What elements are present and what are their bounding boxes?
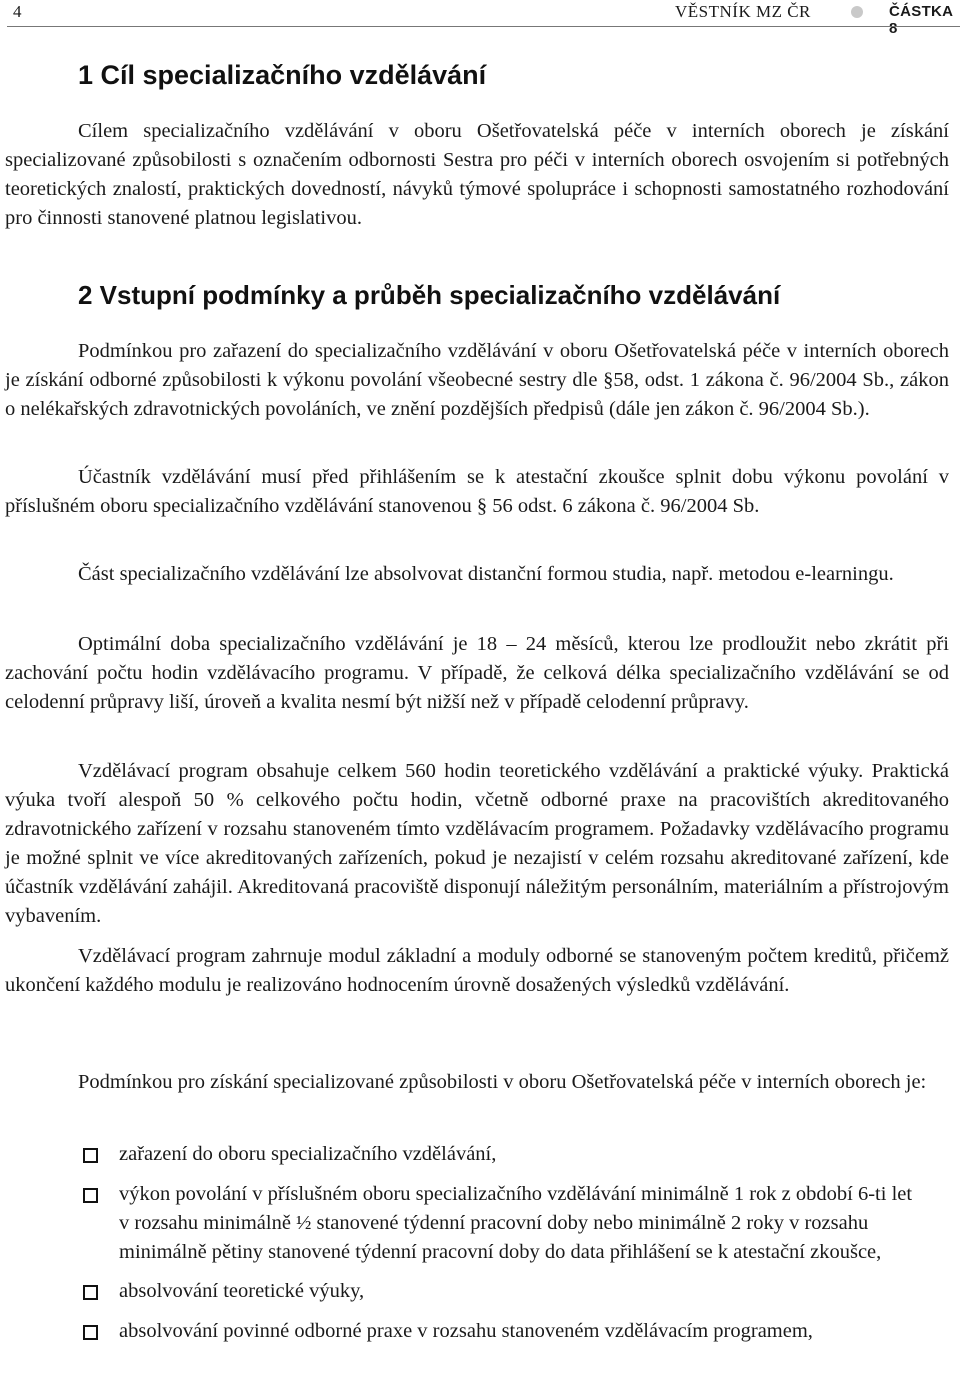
part-label: ČÁSTKA 8 [889,3,953,37]
list-item [5,1180,921,1267]
page-number: 4 [13,2,22,21]
list-item [5,1277,921,1306]
checkbox-bullet-icon [83,1148,98,1163]
journal-name: VĚSTNÍK MZ ČR [675,2,811,21]
list-item [5,1317,921,1346]
section-1-title: 1 Cíl specializačního vzdělávání [78,60,487,90]
checkbox-bullet-icon [83,1325,98,1340]
bullet-dot-icon [851,6,863,18]
section-1-paragraph: Cílem specializačního vzdělávání v oboru Ošetřovatelská péče v interních oborech je získání specializované způsobilosti s označením odbornosti Sestra pro péči v interních oborech osvojením si potřebných teoretických znalostí, praktických dovedností, návyků týmové spolupráce i schopnosti samostatného rozhodování pro činnosti stanovené platnou legislativou. [5,120,949,229]
list-item-text: absolvování teoretické výuky, [119,1280,365,1302]
paragraph-program-hours: Vzdělávací program obsahuje celkem 560 hodin teoretického vzdělávání a praktické výuky. Praktická výuka tvoří alespoň 50 % celkového počtu hodin, včetně odborné praxe na pracovištích akreditovaného zdravotnického zařízení v rozsahu stanoveném tímto vzdělávacím programem. Požadavky vzdělávacího programu je možné splnit ve více akreditovaných zařízeních, pokud je nezajistí v celém rozsahu akreditované zařízení, kde účastník vzdělávání zahájil. Akreditovaná pracoviště disponují náležitým personálním, materiálním a přístrojovým vybavením. [5,760,949,927]
paragraph-modules: Vzdělávací program zahrnuje modul základní a moduly odborné se stanoveným počtem kreditů, přičemž ukončení každého modulu je realizováno hodnocením úrovně dosažených výsledků vzdělávání. [5,945,949,996]
list-item [5,1140,921,1169]
checkbox-bullet-icon [83,1285,98,1300]
section-2-title: 2 Vstupní podmínky a průběh specializačního vzdělávání [78,280,781,310]
checkbox-bullet-icon [83,1188,98,1203]
list-item-text: absolvování povinné odborné praxe v rozsahu stanoveném vzdělávacím programem, [119,1320,813,1342]
paragraph-optimal-duration: Optimální doba specializačního vzdělávání je 18 – 24 měsíců, kterou lze prodloužit nebo zkrátit při zachování počtu hodin vzdělávacího programu. V případě, že celková délka specializačního vzdělávání se od celodenní průpravy liší, úroveň a kvalita nesmí být nižší než v případě celodenní průpravy. [5,633,949,713]
list-item-text: zařazení do oboru specializačního vzdělávání, [119,1143,497,1165]
paragraph-practice-duration: Účastník vzdělávání musí před přihlášením se k atestační zkoušce splnit dobu výkonu povolání v příslušném oboru specializačního vzdělávání stanovenou § 56 odst. 6 zákona č. 96/2004 Sb. [5,466,949,517]
header-divider [7,26,960,27]
conditions-list [5,1140,949,1346]
list-item-text: výkon povolání v příslušném oboru specializačního vzdělávání minimálně 1 rok z období 6-ti let v rozsahu minimálně ½ stanovené týdenní pracovní doby nebo minimálně 2 roky v rozsahu minimálně pětiny stanovené týdenní pracovní doby do data přihlášení se k atestační zkoušce, [119,1183,913,1263]
paragraph-distance-learning: Část specializačního vzdělávání lze absolvovat distanční formou studia, např. metodou e-learningu. [78,563,894,585]
page-header [0,0,960,37]
paragraph-entry-conditions: Podmínkou pro zařazení do specializačního vzdělávání v oboru Ošetřovatelská péče v interních oborech je získání odborné způsobilosti k výkonu povolání všeobecné sestry dle §58, odst. 1 zákona č. 96/2004 Sb., zákon o nelékařských zdravotnických povoláních, ve znění pozdějších předpisů (dále jen zákon č. 96/2004 Sb.). [5,340,949,420]
paragraph-conditions-intro: Podmínkou pro získání specializované způsobilosti v oboru Ošetřovatelská péče v interních oborech je: [78,1071,927,1093]
